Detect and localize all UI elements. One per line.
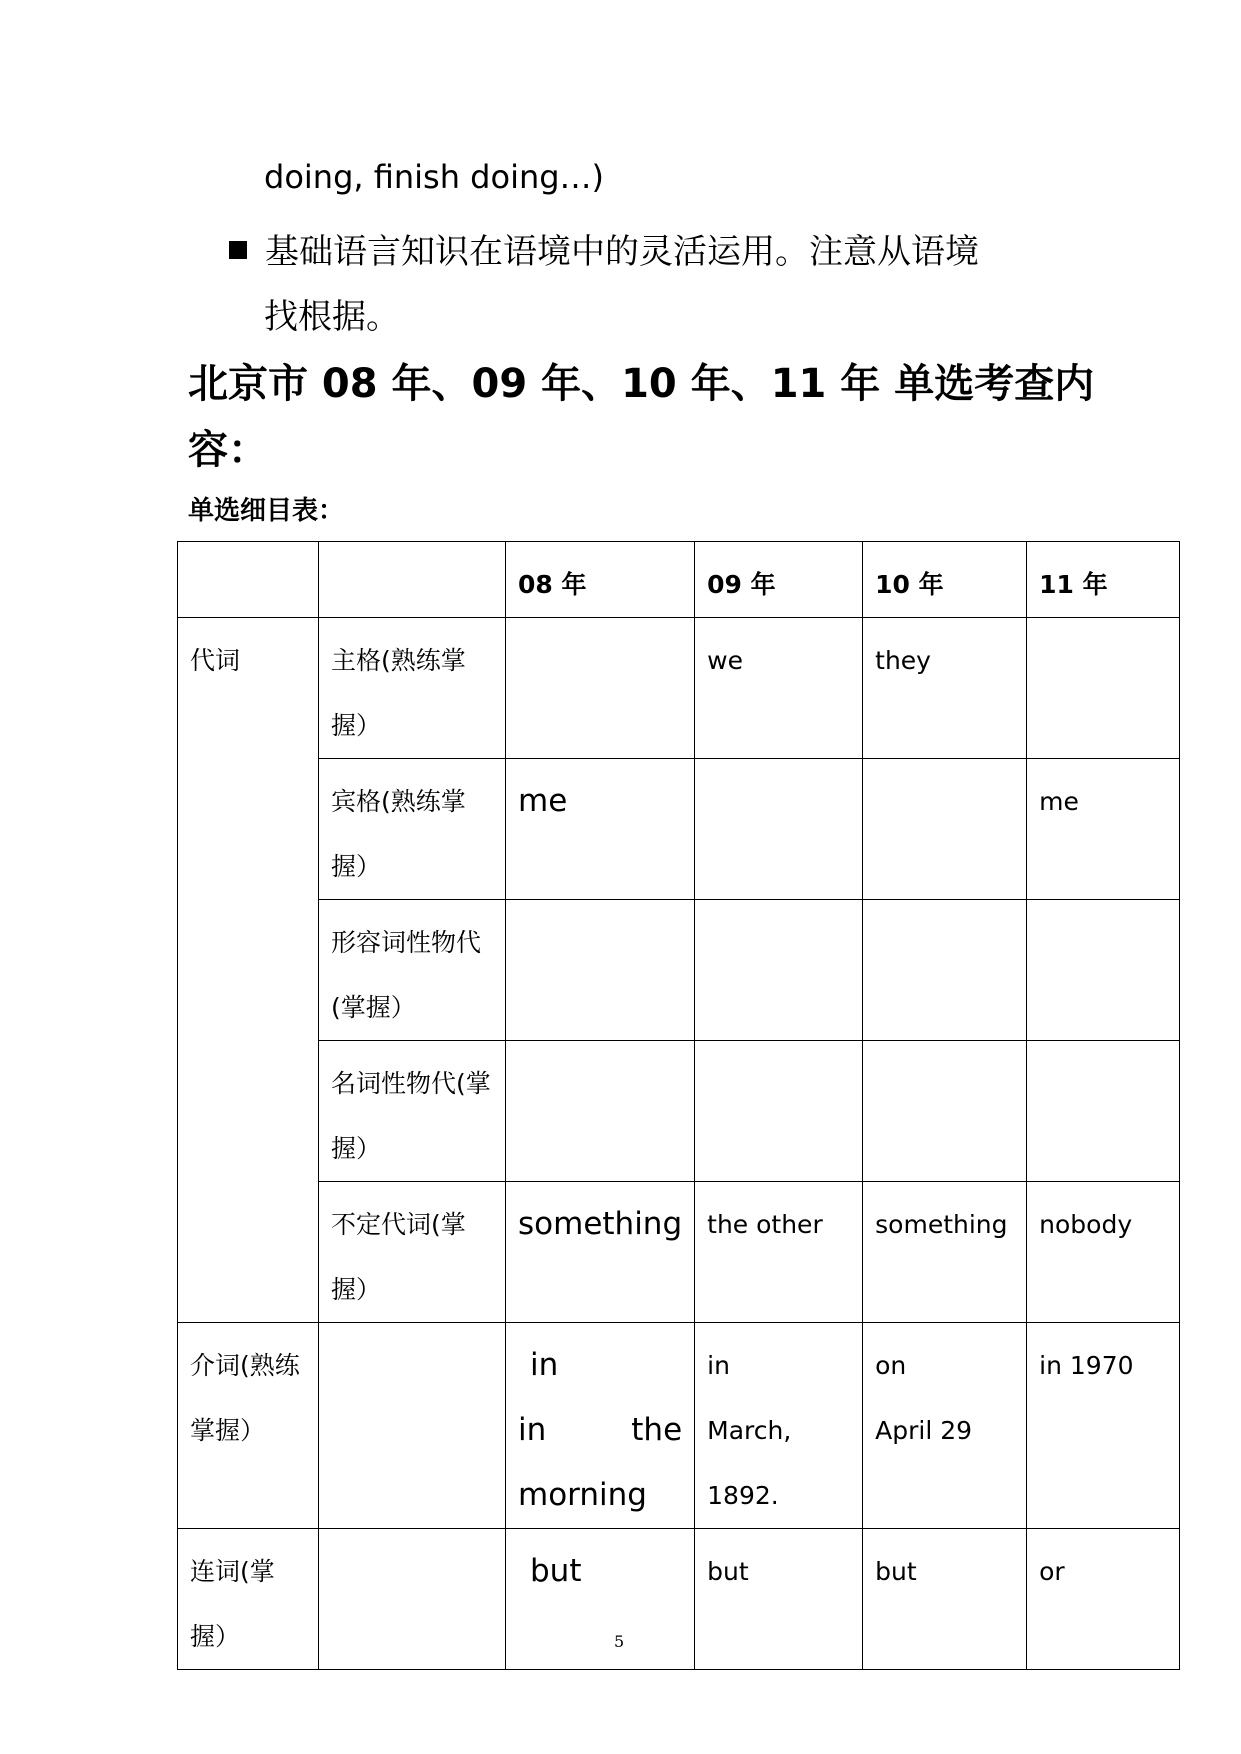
cell-10 (863, 900, 1027, 1041)
table-row (178, 1529, 1180, 1670)
cell-word: the (631, 1412, 683, 1448)
detail-table (177, 541, 1180, 1670)
section-heading-continued: 容： (188, 427, 268, 473)
cell-11: or (1027, 1529, 1180, 1670)
cell-11 (1027, 900, 1180, 1041)
bullet-item (229, 224, 979, 273)
cell-10 (863, 1041, 1027, 1182)
cell-10 (863, 1323, 1027, 1529)
cell-08 (506, 618, 695, 759)
subcategory-cell (319, 1529, 506, 1670)
cell-line: morning (518, 1477, 647, 1513)
cell-line: March, (707, 1416, 792, 1445)
table-row (178, 1182, 1180, 1323)
cell-09 (695, 900, 863, 1041)
cell-11 (1027, 1041, 1180, 1182)
cell-line (518, 1398, 682, 1463)
subcategory-cell: 名词性物代(掌握） (319, 1041, 506, 1182)
header-cell-10: 10 年 (863, 542, 1027, 618)
cell-word: in (518, 1412, 547, 1448)
category-cell-preposition: 介词(熟练掌握） (178, 1323, 319, 1529)
category-cell-pronoun: 代词 (178, 618, 319, 1323)
page-number: 5 (614, 1632, 625, 1651)
cell-08: but (506, 1529, 695, 1670)
table-header-row (178, 542, 1180, 618)
section-heading: 北京市 08 年、09 年、10 年、11 年 单选考查内 (188, 361, 1095, 407)
cell-08 (506, 900, 695, 1041)
cell-09: the other (695, 1182, 863, 1323)
cell-line: on (875, 1351, 907, 1380)
subcategory-cell: 形容词性物代(掌握） (319, 900, 506, 1041)
cell-line: in (707, 1351, 730, 1380)
cell-11: nobody (1027, 1182, 1180, 1323)
subcategory-cell (319, 1323, 506, 1529)
cell-08: something (506, 1182, 695, 1323)
cell-10: but (863, 1529, 1027, 1670)
cell-09: we (695, 618, 863, 759)
header-cell-08: 08 年 (506, 542, 695, 618)
cell-11 (1027, 618, 1180, 759)
cell-line: in (530, 1347, 559, 1383)
cell-08: me (506, 759, 695, 900)
square-bullet-icon (229, 241, 247, 259)
cell-line: April 29 (875, 1416, 973, 1445)
cell-09 (695, 1323, 863, 1529)
bullet-text-continued: 找根据。 (264, 297, 400, 337)
cell-08 (506, 1041, 695, 1182)
header-cell-09: 09 年 (695, 542, 863, 618)
table-row (178, 618, 1180, 759)
subcategory-cell: 主格(熟练掌握） (319, 618, 506, 759)
header-cell (178, 542, 319, 618)
table-row (178, 900, 1180, 1041)
cell-09 (695, 1041, 863, 1182)
header-cell-11: 11 年 (1027, 542, 1180, 618)
bullet-text: 基础语言知识在语境中的灵活运用。注意从语境 (265, 232, 979, 272)
continuation-text: doing, finish doing…) (264, 158, 605, 196)
table-row (178, 759, 1180, 900)
table-row (178, 1041, 1180, 1182)
cell-11: in 1970 (1027, 1323, 1180, 1529)
cell-08 (506, 1323, 695, 1529)
cell-10: they (863, 618, 1027, 759)
cell-10: something (863, 1182, 1027, 1323)
cell-09: but (695, 1529, 863, 1670)
cell-09 (695, 759, 863, 900)
cell-line: 1892. (707, 1481, 779, 1510)
cell-11: me (1027, 759, 1180, 900)
table-row (178, 1323, 1180, 1529)
category-cell-conjunction: 连词(掌握） (178, 1529, 319, 1670)
subcategory-cell: 不定代词(掌握） (319, 1182, 506, 1323)
cell-10 (863, 759, 1027, 900)
table-title: 单选细目表： (188, 496, 345, 526)
subcategory-cell: 宾格(熟练掌握） (319, 759, 506, 900)
header-cell (319, 542, 506, 618)
